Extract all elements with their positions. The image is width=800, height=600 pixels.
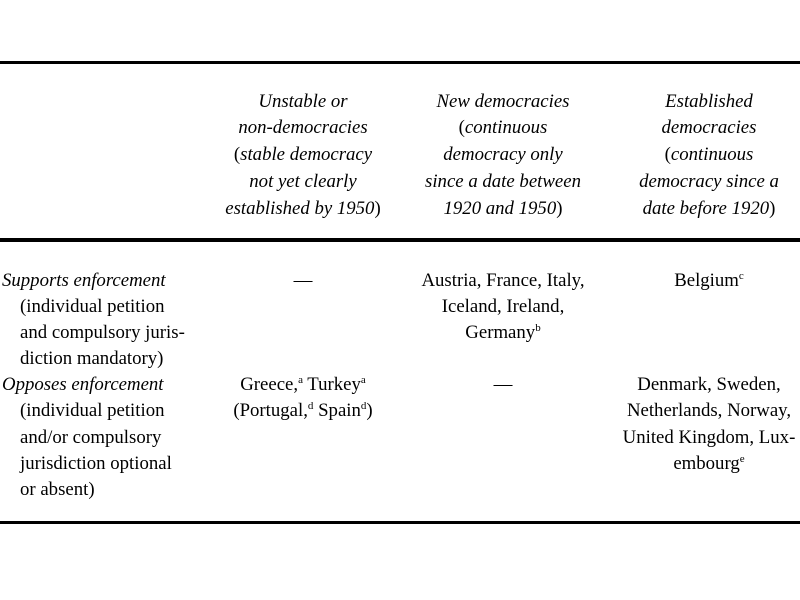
cell-text: Greece, [240, 374, 299, 396]
column-header-established-democracies [618, 89, 800, 223]
column-header-line: (stable democracy [233, 144, 373, 166]
cell-line [408, 320, 598, 346]
column-header-unstable-or-non-democracies [208, 89, 398, 223]
row-description-line: and compulsory juris- [20, 322, 185, 344]
cell-text: Austria, France, Italy, [421, 270, 585, 291]
cell-line [408, 372, 598, 398]
cell-text: Belgium [674, 270, 739, 291]
row-description-line: or absent) [20, 478, 95, 500]
parenthesis: ( [233, 144, 241, 166]
cell-text: Spain [313, 400, 361, 422]
cell-text: ) [366, 400, 373, 422]
table-cell [618, 372, 800, 476]
table-cell [208, 268, 398, 294]
cell-line [618, 372, 800, 398]
cell-text: — [293, 270, 313, 291]
cell-text: Turkey [302, 374, 361, 396]
row-description-line: diction mandatory) [20, 348, 164, 370]
column-header-line: Unstable or [258, 90, 348, 112]
cell-line [208, 398, 398, 424]
column-header-new-democracies [408, 89, 598, 223]
parenthesis: ) [769, 197, 776, 219]
column-header-line: (continuous [664, 144, 754, 166]
column-header-line: Established [665, 90, 753, 112]
row-description-line: and/or compulsory [20, 426, 162, 448]
parenthesis: ) [374, 197, 381, 219]
cell-line [208, 268, 398, 294]
column-header-line: democracy since a [639, 170, 779, 192]
footnote-marker: d [307, 400, 314, 413]
footnote-marker: d [360, 400, 367, 413]
cell-line [618, 451, 800, 477]
column-header-line: established by 1950) [225, 197, 381, 219]
cell-text: Iceland, Ireland, [441, 296, 565, 318]
footnote-marker: c [738, 270, 744, 282]
cell-line [618, 268, 800, 294]
table-top-rule [0, 61, 800, 64]
table-header-rule [0, 238, 800, 242]
row-stub-supports-enforcement [2, 268, 202, 372]
parenthesis: ) [556, 197, 563, 219]
column-header-line: New democracies [436, 90, 570, 112]
footnote-marker: b [535, 322, 541, 335]
cell-text: (Portugal, [233, 400, 308, 422]
table-cell [408, 268, 598, 346]
column-header-line: (continuous [458, 117, 548, 139]
parenthesis: ( [458, 117, 465, 139]
cell-text: United Kingdom, Lux- [622, 426, 796, 448]
footnote-marker: a [298, 374, 303, 387]
table-bottom-rule [0, 521, 800, 524]
row-description-line: jurisdiction optional [20, 452, 172, 474]
row-label: Opposes enforcement [2, 374, 164, 396]
footnote-marker: a [360, 374, 366, 387]
cell-line [208, 372, 398, 398]
cell-line [408, 294, 598, 320]
column-header-line: non-democracies [238, 117, 368, 139]
column-header-line: date before 1920) [642, 197, 776, 219]
column-header-line: 1920 and 1950) [443, 197, 563, 219]
column-header-line: democracies [661, 117, 757, 139]
table-cell [618, 268, 800, 294]
table-cell [408, 372, 598, 398]
footnote-marker: e [739, 452, 745, 465]
row-description-line: (individual petition [20, 296, 165, 318]
row-label: Supports enforcement [2, 270, 166, 291]
row-stub-opposes-enforcement [2, 372, 202, 502]
cell-text: Netherlands, Norway, [626, 400, 792, 422]
cell-text: Denmark, Sweden, [637, 374, 781, 396]
cell-text: Germany [465, 322, 536, 344]
cell-line [618, 425, 800, 451]
cell-line [408, 268, 598, 294]
cell-text: — [493, 374, 513, 396]
cell-text: embourg [673, 452, 740, 474]
column-header-line: democracy only [443, 144, 563, 166]
parenthesis: ( [664, 144, 671, 166]
table-cell [208, 372, 398, 424]
cell-line [618, 398, 800, 424]
row-description-line: (individual petition [20, 400, 165, 422]
column-header-line: not yet clearly [249, 170, 357, 192]
column-header-line: since a date between [425, 170, 581, 192]
